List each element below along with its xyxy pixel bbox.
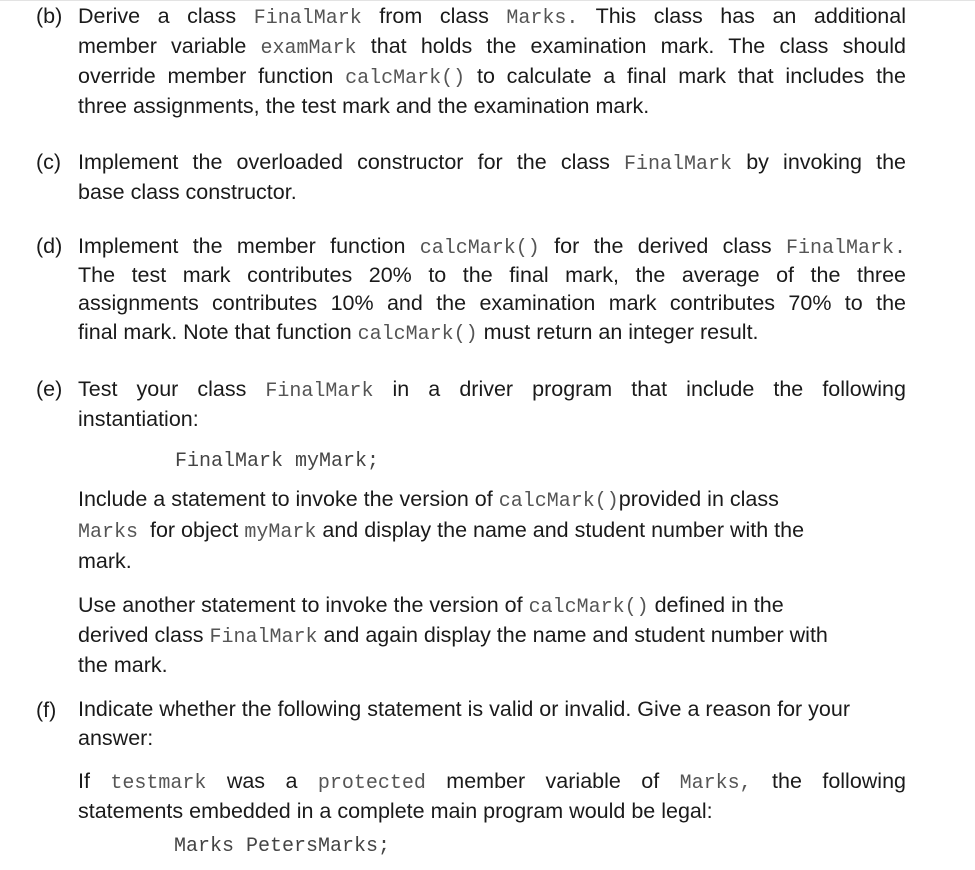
code-term: Marks (78, 521, 139, 544)
text-run: for object (149, 518, 239, 542)
text-run: was a (226, 769, 298, 793)
code-term: Marks, (679, 772, 752, 795)
text-line: the mark. (78, 653, 168, 677)
code-term: testmark (110, 772, 207, 795)
text-line: instantiation: (78, 407, 199, 431)
code-term: protected (317, 772, 426, 795)
question-e-paragraph-1 (78, 484, 906, 576)
question-text (78, 695, 906, 753)
text-run: Include a statement to invoke the version of (78, 487, 493, 511)
code-term: calcMark() (345, 67, 466, 90)
code-snippet: FinalMark myMark; (175, 450, 380, 473)
text-run: that holds the examination mark. The class should (370, 34, 906, 58)
text-line (78, 374, 906, 404)
code-term: FinalMark (624, 153, 733, 176)
text-run: member variable of (446, 769, 660, 793)
text-run: for the derived class (554, 234, 772, 258)
text-run: and again display the name and student number with (323, 623, 828, 647)
text-run: by invoking the (746, 150, 906, 174)
code-term: calcMark() (357, 323, 478, 346)
text-run: Derive a class (78, 4, 237, 28)
question-label: (d) (36, 234, 63, 258)
question-label: (b) (36, 4, 63, 28)
code-term: Marks. (506, 7, 579, 30)
text-run: Test your class (78, 377, 247, 401)
text-run: from class (379, 4, 489, 28)
question-text (78, 147, 906, 207)
text-run: If (78, 769, 90, 793)
text-line (78, 147, 906, 177)
code-term: calcMark() (528, 596, 649, 619)
text-run: Implement the overloaded constructor for the class (78, 150, 610, 174)
text-run: the following (772, 769, 907, 793)
text-run: must return an integer result. (483, 320, 759, 344)
text-line (78, 31, 906, 61)
text-line (78, 317, 906, 347)
text-line (78, 231, 906, 261)
question-e-paragraph-2 (78, 590, 906, 680)
code-term: FinalMark (265, 380, 374, 403)
question-label: (c) (36, 150, 62, 174)
text-run: derived class (78, 623, 204, 647)
text-line (78, 514, 906, 546)
code-term: FinalMark (209, 626, 318, 649)
text-line: assignments contributes 10% and the examination mark contributes 70% to the (78, 291, 906, 315)
text-run: final mark. Note that function (78, 320, 352, 344)
question-f-paragraph (78, 767, 906, 826)
text-line (78, 484, 906, 514)
text-run: Use another statement to invoke the version of (78, 593, 523, 617)
code-term: calcMark() (498, 490, 619, 513)
text-run: and display the name and student number with the (322, 518, 805, 542)
text-run: member variable (78, 34, 247, 58)
text-run: to calculate a final mark that includes the (476, 64, 906, 88)
text-run: Implement the member function (78, 234, 406, 258)
text-line (78, 1, 906, 31)
question-label: (e) (36, 377, 63, 401)
text-run: This class has an additional (595, 4, 906, 28)
code-term: FinalMark. (785, 237, 906, 260)
text-run: override member function (78, 64, 334, 88)
text-line: base class constructor. (78, 180, 297, 204)
text-run: in a driver program that include the following (392, 377, 906, 401)
code-snippet: Marks PetersMarks; (174, 835, 391, 858)
text-line (78, 590, 906, 620)
code-term: FinalMark (253, 7, 362, 30)
question-text (78, 374, 906, 434)
text-line: The test mark contributes 20% to the final mark, the average of the three (78, 263, 906, 287)
question-text (78, 231, 906, 347)
question-label: (f) (36, 698, 57, 722)
code-term: calcMark() (419, 237, 540, 260)
code-term: myMark (244, 521, 317, 544)
text-line: mark. (78, 549, 132, 573)
text-line (78, 61, 906, 91)
text-line: answer: (78, 726, 154, 750)
text-run: defined in the (654, 593, 784, 617)
text-line: Indicate whether the following statement is valid or invalid. Give a reason for your (78, 697, 851, 721)
text-line: statements embedded in a complete main program would be legal: (78, 799, 713, 823)
text-run: provided in class (618, 487, 779, 511)
text-line: three assignments, the test mark and the examination mark. (78, 94, 650, 118)
text-line (78, 620, 906, 650)
code-term: examMark (260, 37, 357, 60)
text-line (78, 767, 906, 796)
question-text (78, 1, 906, 121)
